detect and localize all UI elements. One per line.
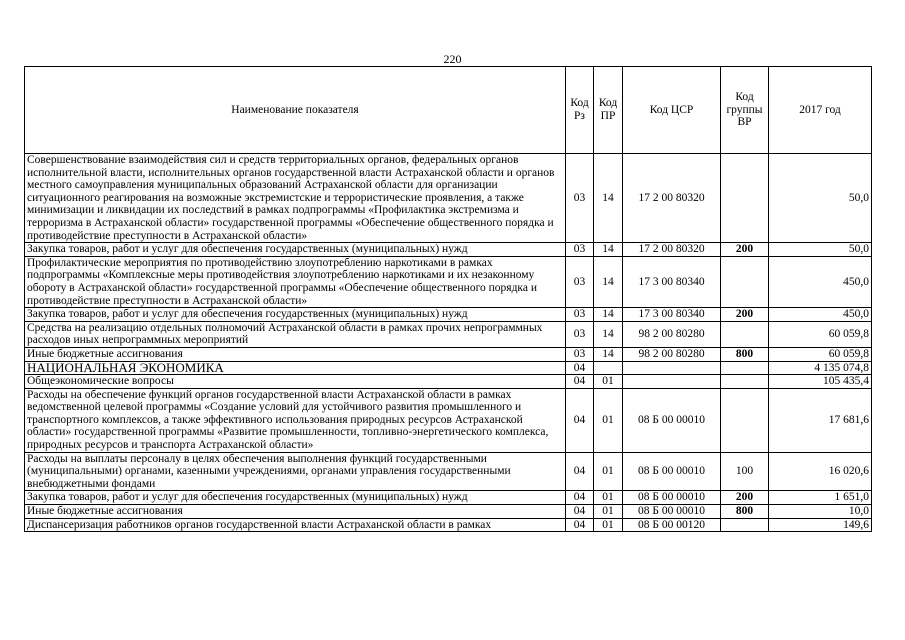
column-header-year: 2017 год xyxy=(769,67,872,154)
amount-cell: 16 020,6 xyxy=(769,452,872,491)
csr-code-cell: 08 Б 00 00120 xyxy=(623,518,721,532)
rz-code-cell: 04 xyxy=(566,518,594,532)
column-header-csr: Код ЦСР xyxy=(623,67,721,154)
csr-code-cell: 08 Б 00 00010 xyxy=(623,452,721,491)
table-row xyxy=(25,243,872,257)
vr-code-cell: 800 xyxy=(721,505,769,519)
row-name-cell: НАЦИОНАЛЬНАЯ ЭКОНОМИКА xyxy=(25,361,566,375)
vr-code-cell xyxy=(721,388,769,452)
row-name-cell: Иные бюджетные ассигнования xyxy=(25,505,566,519)
amount-cell: 105 435,4 xyxy=(769,375,872,389)
vr-code-cell: 200 xyxy=(721,491,769,505)
rz-code-cell: 04 xyxy=(566,388,594,452)
pr-code-cell: 01 xyxy=(594,505,623,519)
amount-cell: 450,0 xyxy=(769,308,872,322)
column-header-name: Наименование показателя xyxy=(25,67,566,154)
vr-code-cell xyxy=(721,361,769,375)
section-row xyxy=(25,361,872,375)
amount-cell: 17 681,6 xyxy=(769,388,872,452)
vr-code-cell: 200 xyxy=(721,308,769,322)
vr-code-cell xyxy=(721,154,769,243)
csr-code-cell: 17 3 00 80340 xyxy=(623,308,721,322)
row-name-cell: Иные бюджетные ассигнования xyxy=(25,347,566,361)
rz-code-cell: 04 xyxy=(566,375,594,389)
rz-code-cell: 03 xyxy=(566,154,594,243)
table-row xyxy=(25,518,872,532)
vr-code-cell xyxy=(721,518,769,532)
pr-code-cell: 14 xyxy=(594,308,623,322)
row-name-cell: Общеэкономические вопросы xyxy=(25,375,566,389)
rz-code-cell: 03 xyxy=(566,308,594,322)
pr-code-cell: 14 xyxy=(594,243,623,257)
csr-code-cell: 17 2 00 80320 xyxy=(623,243,721,257)
amount-cell: 60 059,8 xyxy=(769,321,872,347)
table-body xyxy=(25,154,872,532)
table-header-row xyxy=(25,67,872,154)
table-row xyxy=(25,452,872,491)
rz-code-cell: 03 xyxy=(566,256,594,307)
rz-code-cell: 03 xyxy=(566,243,594,257)
csr-code-cell: 08 Б 00 00010 xyxy=(623,491,721,505)
rz-code-cell: 04 xyxy=(566,452,594,491)
row-name-cell: Закупка товаров, работ и услуг для обеспечения государственных (муниципальных) нужд xyxy=(25,243,566,257)
row-name-cell: Диспансеризация работников органов государственной власти Астраханской области в рамках xyxy=(25,518,566,532)
column-header-pr: Код ПР xyxy=(594,67,623,154)
vr-code-cell: 800 xyxy=(721,347,769,361)
pr-code-cell: 01 xyxy=(594,491,623,505)
table-row xyxy=(25,256,872,307)
table-row xyxy=(25,375,872,389)
csr-code-cell: 98 2 00 80280 xyxy=(623,321,721,347)
amount-cell: 50,0 xyxy=(769,243,872,257)
csr-code-cell: 08 Б 00 00010 xyxy=(623,388,721,452)
budget-table xyxy=(24,66,872,532)
row-name-cell: Расходы на обеспечение функций органов государственной власти Астраханской области в рамках ведомственной целевой программы «Создание условий для устойчивого развития промышленного и транспортного комплексов, а также эффективного использования природных ресурсов Астраханской области» государственной программы «Развитие промышленности, топливно-энергетического комплекса, природных ресурсов и транспорта Астраханской области» xyxy=(25,388,566,452)
vr-code-cell xyxy=(721,321,769,347)
row-name-cell: Средства на реализацию отдельных полномочий Астраханской области в рамках прочих непрограммных расходов иных непрограммных мероприятий xyxy=(25,321,566,347)
vr-code-cell xyxy=(721,375,769,389)
csr-code-cell: 17 2 00 80320 xyxy=(623,154,721,243)
rz-code-cell: 04 xyxy=(566,491,594,505)
amount-cell: 4 135 074,8 xyxy=(769,361,872,375)
row-name-cell: Расходы на выплаты персоналу в целях обеспечения выполнения функций государственными (муниципальными) органами, казенными учреждениями, органами управления государственными внебюджетными фондами xyxy=(25,452,566,491)
pr-code-cell: 01 xyxy=(594,375,623,389)
pr-code-cell xyxy=(594,361,623,375)
rz-code-cell: 03 xyxy=(566,321,594,347)
amount-cell: 50,0 xyxy=(769,154,872,243)
csr-code-cell: 98 2 00 80280 xyxy=(623,347,721,361)
rz-code-cell: 04 xyxy=(566,361,594,375)
amount-cell: 10,0 xyxy=(769,505,872,519)
amount-cell: 450,0 xyxy=(769,256,872,307)
pr-code-cell: 01 xyxy=(594,388,623,452)
table-row xyxy=(25,491,872,505)
column-header-vr: Код группы ВР xyxy=(721,67,769,154)
page-number: 220 xyxy=(443,52,462,66)
pr-code-cell: 01 xyxy=(594,452,623,491)
csr-code-cell: 17 3 00 80340 xyxy=(623,256,721,307)
row-name-cell: Закупка товаров, работ и услуг для обеспечения государственных (муниципальных) нужд xyxy=(25,308,566,322)
vr-code-cell xyxy=(721,256,769,307)
vr-code-cell: 100 xyxy=(721,452,769,491)
csr-code-cell: 08 Б 00 00010 xyxy=(623,505,721,519)
rz-code-cell: 04 xyxy=(566,505,594,519)
pr-code-cell: 14 xyxy=(594,154,623,243)
row-name-cell: Совершенствование взаимодействия сил и средств территориальных органов, федеральных органов исполнительной власти, исполнительных органов государственной власти Астраханской области и органов местного самоуправления муниципальных образований Астраханской области для организации ситуационного реагирования на возможные экстремистские и террористические проявления, а также минимизации и ликвидации их последствий в рамках подпрограммы «Профилактика экстремизма и терроризма в Астраханской области» государственной программы «Обеспечение общественного порядка и противодействие преступности в Астраханской области» xyxy=(25,154,566,243)
vr-code-cell: 200 xyxy=(721,243,769,257)
table-row xyxy=(25,347,872,361)
amount-cell: 60 059,8 xyxy=(769,347,872,361)
table-row xyxy=(25,308,872,322)
pr-code-cell: 14 xyxy=(594,256,623,307)
amount-cell: 149,6 xyxy=(769,518,872,532)
table-row xyxy=(25,505,872,519)
csr-code-cell xyxy=(623,375,721,389)
pr-code-cell: 14 xyxy=(594,321,623,347)
amount-cell: 1 651,0 xyxy=(769,491,872,505)
table-row xyxy=(25,321,872,347)
row-name-cell: Профилактические мероприятия по противодействию злоупотреблению наркотиками в рамках подпрограммы «Комплексные меры противодействия злоупотреблению наркотиками и их незаконному обороту в Астраханской области» государственной программы «Обеспечение общественного порядка и противодействие преступности в Астраханской области» xyxy=(25,256,566,307)
pr-code-cell: 14 xyxy=(594,347,623,361)
column-header-rz: Код Рз xyxy=(566,67,594,154)
table-row xyxy=(25,388,872,452)
rz-code-cell: 03 xyxy=(566,347,594,361)
table-row xyxy=(25,154,872,243)
pr-code-cell: 01 xyxy=(594,518,623,532)
csr-code-cell xyxy=(623,361,721,375)
row-name-cell: Закупка товаров, работ и услуг для обеспечения государственных (муниципальных) нужд xyxy=(25,491,566,505)
